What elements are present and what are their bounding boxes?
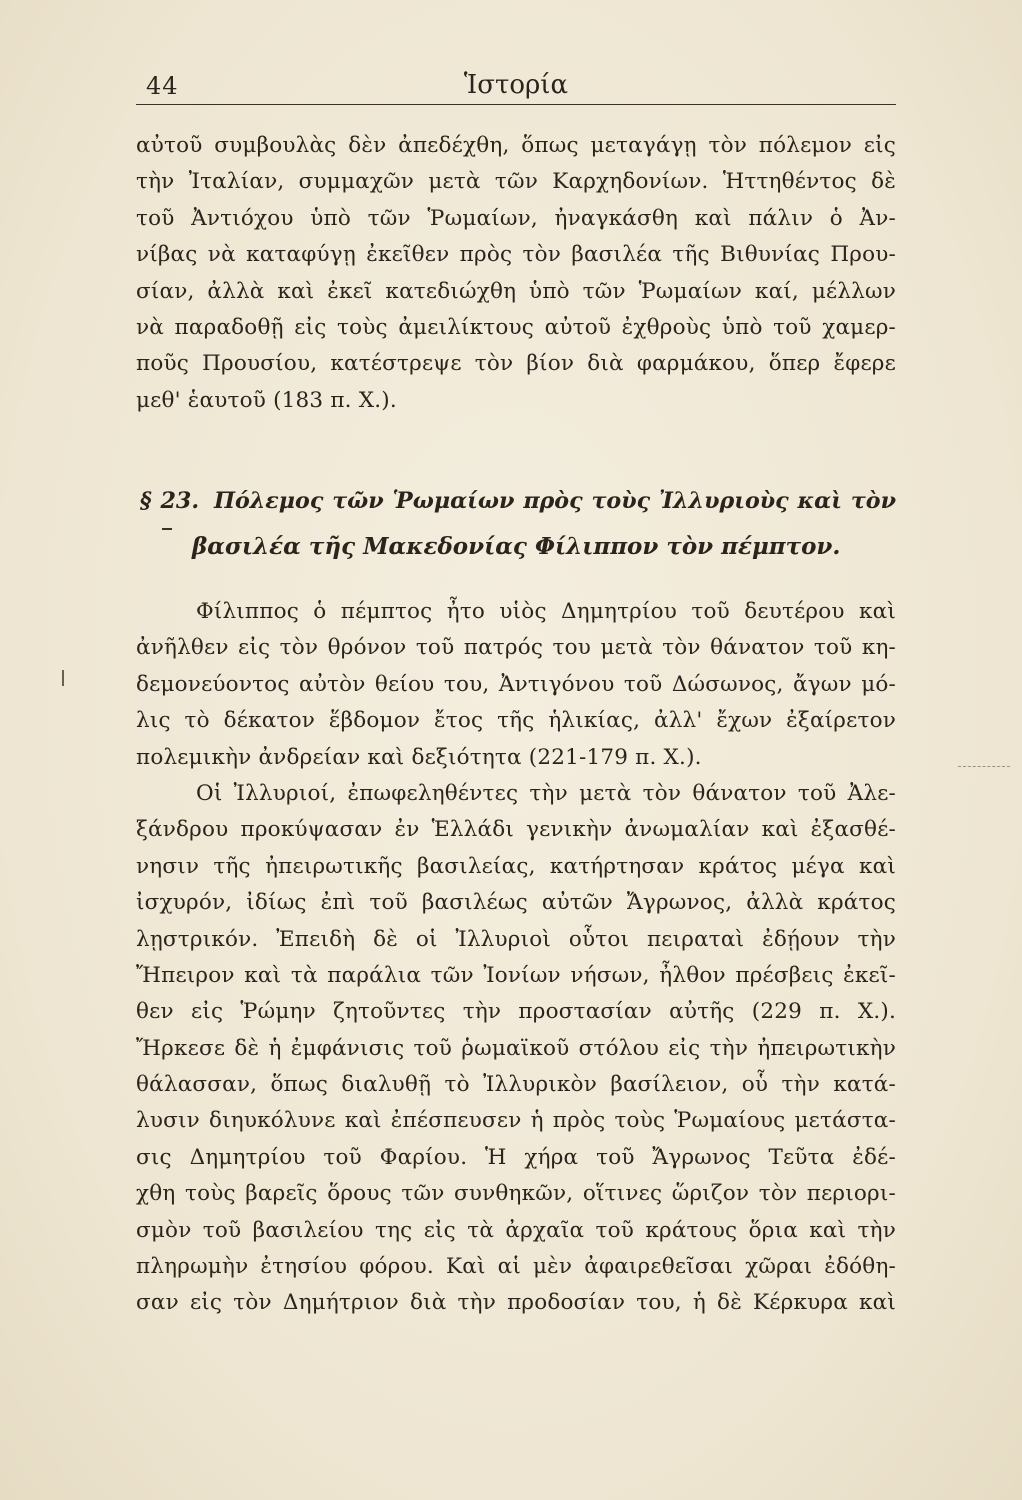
text-line: Ἤπειρον καὶ τὰ παράλια τῶν Ἰονίων νήσων, ἦλθον πρέσβεις ἐκεῖ- — [136, 962, 896, 988]
text-line: σίαν, ἀλλὰ καὶ ἐκεῖ κατεδιώχθη ὑπὸ τῶν Ῥωμαίων καί, μέλλων — [136, 278, 896, 304]
text-line: Οἱ Ἰλλυριοί, ἐπωφεληθέντες τὴν μετὰ τὸν θάνατον τοῦ Ἀλε- — [196, 780, 896, 806]
text-line: Ἤρκεσε δὲ ἡ ἐμφάνισις τοῦ ῥωμαϊκοῦ στόλου εἰς τὴν ἠπειρωτικὴν — [136, 1035, 896, 1061]
section-number: § 23. — [140, 488, 200, 514]
text-line: Φίλιππος ὁ πέμπτος ἦτο υἱὸς Δημητρίου τοῦ δευτέρου καὶ — [196, 599, 896, 624]
text-line: ξάνδρου προκύψασαν ἐν Ἑλλάδι γενικὴν ἀνωμαλίαν καὶ ἐξασθέ- — [136, 817, 896, 843]
section-title-part-1: Πόλεμος τῶν Ῥωμαίων πρὸς τοὺς Ἰλλυριοὺς καὶ τὸν — [213, 488, 896, 514]
section-heading — [136, 478, 896, 570]
text-line: λῃστρικόν. Ἐπειδὴ δὲ οἱ Ἰλλυριοὶ οὗτοι πειραταὶ ἐδῄουν τὴν — [136, 926, 896, 952]
text-line: πολεμικὴν ἀνδρείαν καὶ δεξιότητα (221-179 π. Χ.). — [136, 744, 702, 770]
text-line: τὴν Ἰταλίαν, συμμαχῶν μετὰ τῶν Καρχηδονίων. Ἡττηθέντος δὲ — [136, 169, 896, 195]
page-number: 44 — [146, 72, 179, 100]
text-line: αὐτοῦ συμβουλὰς δὲν ἀπεδέχθη, ὅπως μεταγάγῃ τὸν πόλεμον εἰς — [136, 133, 896, 158]
section-title-part-2: βασιλέα τῆς Μακεδονίας Φίλιππον τὸν πέμπτον. — [192, 533, 841, 560]
running-title: Ἱστορία — [463, 70, 569, 100]
text-line: μεθ' ἑαυτοῦ (183 π. Χ.). — [136, 387, 397, 413]
text-line: λις τὸ δέκατον ἕβδομον ἔτος τῆς ἡλικίας, ἀλλ' ἔχων ἐξαίρετον — [136, 708, 896, 734]
text-line: σμὸν τοῦ βασιλείου της εἰς τὰ ἀρχαῖα τοῦ κράτους ὅρια καὶ τὴν — [136, 1217, 896, 1243]
text-line: νίβας νὰ καταφύγῃ ἐκεῖθεν πρὸς τὸν βασιλέα τῆς Βιθυνίας Πρου- — [136, 242, 896, 268]
margin-pencil-mark — [62, 670, 64, 686]
page-header — [136, 68, 896, 105]
text-line: ἀνῆλθεν εἰς τὸν θρόνον τοῦ πατρός του μετὰ τὸν θάνατον τοῦ κη- — [136, 635, 896, 661]
text-line: σαν εἰς τὸν Δημήτριον διὰ τὴν προδοσίαν του, ἡ δὲ Κέρκυρα καὶ — [136, 1290, 896, 1316]
text-line: νησιν τῆς ἠπειρωτικῆς βασιλείας, κατήρτησαν κράτος μέγα καὶ — [136, 853, 896, 879]
text-line: λυσιν διηυκόλυνε καὶ ἐπέσπευσεν ἡ πρὸς τοὺς Ῥωμαίους μετάστα- — [136, 1108, 896, 1134]
text-line: νὰ παραδοθῇ εἰς τοὺς ἀμειλίκτους αὐτοῦ ἐχθροὺς ὑπὸ τοῦ χαμερ- — [136, 314, 896, 340]
text-line: πληρωμὴν ἐτησίου φόρου. Καὶ αἱ μὲν ἀφαιρεθεῖσαι χῶραι ἐδόθη- — [136, 1254, 896, 1280]
text-line: θεν εἰς Ῥώμην ζητοῦντες τὴν προστασίαν αὐτῆς (229 π. Χ.). — [136, 999, 896, 1025]
paragraph-2 — [136, 594, 896, 1322]
heading-dash-mark — [162, 528, 172, 530]
text-line: χθη τοὺς βαρεῖς ὅρους τῶν συνθηκῶν, οἵτινες ὥριζον τὸν περιορι- — [136, 1181, 896, 1207]
text-line: σις Δημητρίου τοῦ Φαρίου. Ἡ χήρα τοῦ Ἄγρωνος Τεῦτα ἐδέ- — [136, 1144, 896, 1170]
text-line: δεμονεύοντος αὐτὸν θείου του, Ἀντιγόνου τοῦ Δώσωνος, ἄγων μό- — [136, 671, 896, 697]
text-line: θάλασσαν, ὅπως διαλυθῇ τὸ Ἰλλυρικὸν βασίλειον, οὗ τὴν κατά- — [136, 1072, 896, 1098]
text-line: ποῦς Προυσίου, κατέστρεψε τὸν βίον διὰ φαρμάκου, ὅπερ ἔφερε — [136, 351, 896, 377]
text-line: ἰσχυρόν, ἰδίως ἐπὶ τοῦ βασιλέως αὐτῶν Ἄγρωνος, ἀλλὰ κράτος — [136, 890, 896, 916]
margin-dash-mark — [958, 766, 1010, 768]
section-heading-line-1 — [136, 478, 896, 524]
text-line: τοῦ Ἀντιόχου ὑπὸ τῶν Ῥωμαίων, ἠναγκάσθη καὶ πάλιν ὁ Ἀν- — [136, 205, 896, 231]
paragraph-1 — [136, 128, 896, 419]
